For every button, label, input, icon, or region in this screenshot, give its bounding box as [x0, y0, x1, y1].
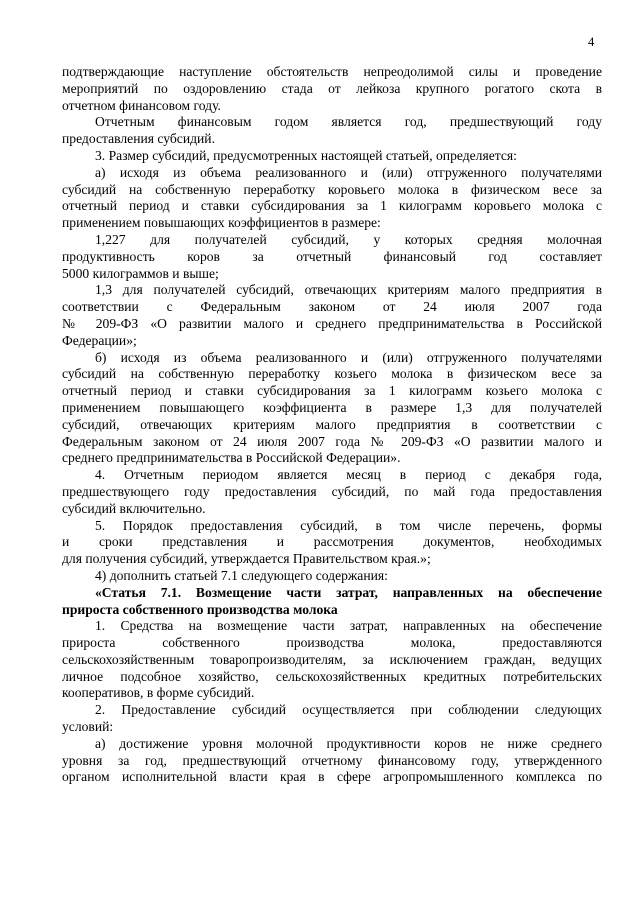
- text-line: 5. Порядок предоставления субсидий, в том числе перечень, формы: [95, 517, 602, 533]
- text-line: органом исполнительной власти края в сфере агропромышленного комплекса по: [62, 769, 602, 785]
- text-line: 4) дополнить статьей 7.1 следующего содержания:: [95, 567, 388, 583]
- text-line: личное подсобное хозяйство, сельскохозяйственных кредитных потребительских: [62, 668, 602, 684]
- text-line: 1,3 для получателей субсидий, отвечающих критериям малого предприятия в: [95, 282, 602, 298]
- text-line: 2. Предоставление субсидий осуществляется при соблюдении следующих: [95, 702, 602, 718]
- document-body: [62, 64, 602, 786]
- text-line: прироста собственного производства молока, предоставляются: [62, 635, 602, 651]
- text-line: Федерации»;: [62, 332, 137, 348]
- text-line: отчетный период и ставки субсидирования за 1 килограмм коровьего молока с: [62, 198, 602, 214]
- text-line: для получения субсидий, утверждается Правительством края.»;: [62, 551, 431, 567]
- text-line: № 209-ФЗ «О развитии малого и среднего предпринимательства в Российской: [62, 315, 602, 331]
- text-line: применением повышающего коэффициента в размере 1,3 для получателей: [62, 399, 602, 415]
- text-line: сельскохозяйственным товаропроизводителям, за исключением граждан, ведущих: [62, 651, 602, 667]
- text-line: прироста собственного производства молока: [62, 601, 338, 617]
- text-line: отчетный период и ставки субсидирования за 1 килограмм козьего молока с: [62, 383, 602, 399]
- text-line: предшествующего году предоставления субсидий, по май года предоставления: [62, 483, 602, 499]
- text-line: 3. Размер субсидий, предусмотренных настоящей статьей, определяется:: [95, 147, 517, 163]
- text-line: 1. Средства на возмещение части затрат, направленных на обеспечение: [95, 618, 602, 634]
- text-line: соответствии с Федеральным законом от 24 июля 2007 года: [62, 299, 602, 315]
- text-line: а) исходя из объема реализованного и (или) отгруженного получателями: [95, 164, 602, 180]
- text-line: Отчетным финансовым годом является год, предшествующий году: [95, 114, 602, 130]
- text-line: среднего предпринимательства в Российской Федерации».: [62, 450, 401, 466]
- text-line: продуктивность коров за отчетный финансовый год составляет: [62, 248, 602, 264]
- text-line: субсидий на собственную переработку коровьего молока в физическом весе за: [62, 181, 602, 197]
- text-line: Федеральным законом от 24 июля 2007 года № 209-ФЗ «О развитии малого и: [62, 433, 602, 449]
- text-line: мероприятий по оздоровлению стада от лейкоза крупного рогатого скота в: [62, 80, 602, 96]
- text-line: субсидий на собственную переработку козьего молока в физическом весе за: [62, 366, 602, 382]
- text-line: субсидий включительно.: [62, 500, 206, 516]
- page-number: 4: [588, 35, 595, 49]
- text-line: а) достижение уровня молочной продуктивности коров не ниже среднего: [95, 735, 602, 751]
- text-line: уровня за год, предшествующий отчетному финансовому году, утвержденного: [62, 752, 602, 768]
- text-line: и сроки представления и рассмотрения документов, необходимых: [62, 534, 602, 550]
- text-line: «Статья 7.1. Возмещение части затрат, направленных на обеспечение: [95, 584, 602, 600]
- text-line: подтверждающие наступление обстоятельств непреодолимой силы и проведение: [62, 64, 602, 79]
- text-line: субсидий, отвечающих критериям малого предприятия в соответствии с: [62, 416, 602, 432]
- text-line: предоставления субсидий.: [62, 131, 215, 147]
- text-line: условий:: [62, 719, 114, 735]
- text-line: 5000 килограммов и выше;: [62, 265, 219, 281]
- text-line: 4. Отчетным периодом является месяц в период с декабря года,: [95, 467, 602, 483]
- text-line: кооперативов, в форме субсидий.: [62, 685, 255, 701]
- text-line: применением повышающих коэффициентов в размере:: [62, 215, 381, 231]
- text-line: 1,227 для получателей субсидий, у которых средняя молочная: [95, 231, 602, 247]
- text-line: б) исходя из объема реализованного и (или) отгруженного получателями: [95, 349, 602, 365]
- text-line: отчетном финансовом году.: [62, 97, 221, 113]
